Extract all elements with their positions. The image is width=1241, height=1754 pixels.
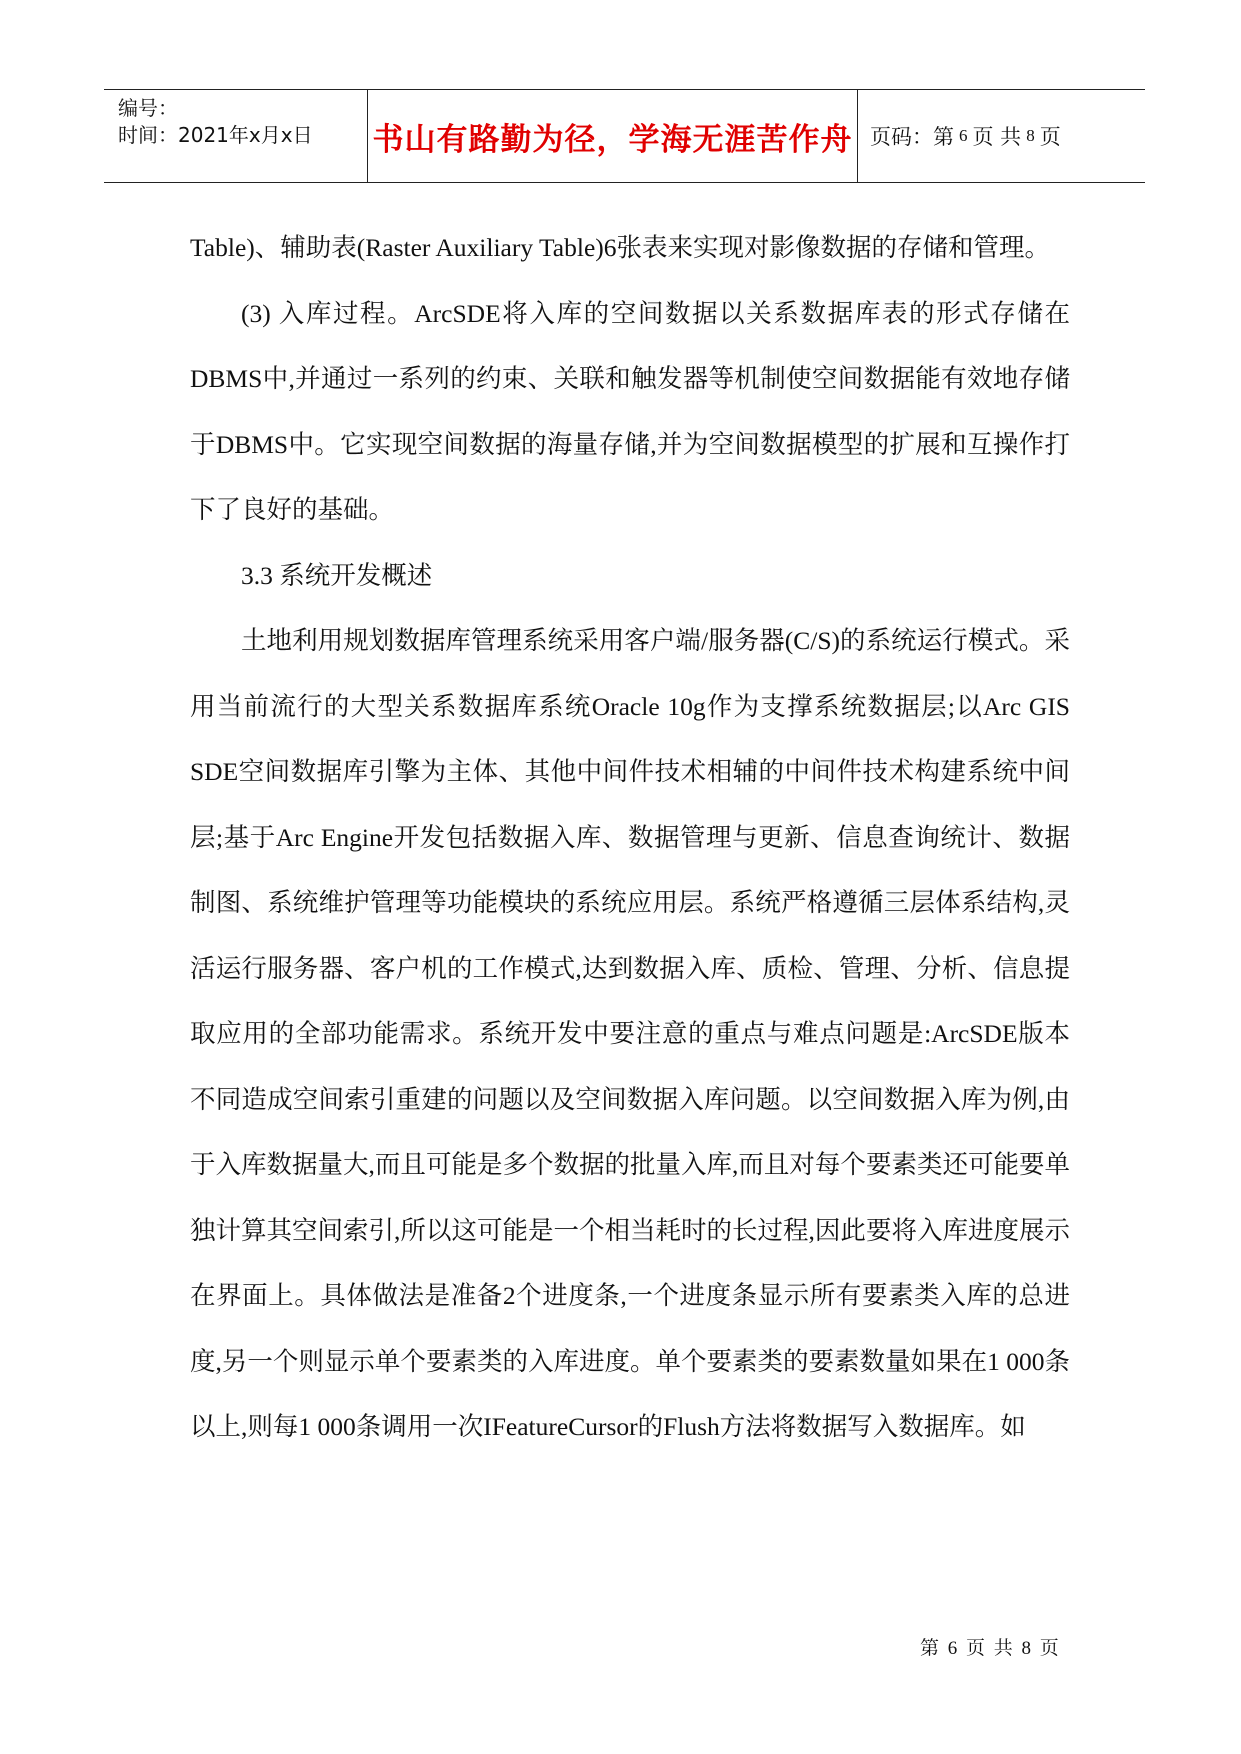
header-page-cell bbox=[858, 90, 1145, 182]
header-motto: 书山有路勤为径，学海无涯苦作舟 bbox=[372, 121, 853, 158]
page-total-number: 8 bbox=[1026, 126, 1035, 145]
page-current-number: 6 bbox=[959, 126, 968, 145]
page-mid-text: 页 共 bbox=[972, 125, 1022, 149]
document-time-label: 时间：2021年x月x日 bbox=[118, 123, 313, 147]
paragraph-system-overview: 土地利用规划数据库管理系统采用客户端/服务器(C/S)的系统运行模式。采用当前流行的大型关系数据库系统Oracle 10g作为支撑系统数据层;以Arc GIS SDE空间数据库引擎为主体、其他中间件技术相辅的中间件技术构建系统中间层;基于Arc Engine开发包括数据入库、数据管理与更新、信息查询统计、数据制图、系统维护管理等功能模块的系统应用层。系统严格遵循三层体系结构,灵活运行服务器、客户机的工作模式,达到数据入库、质检、管理、分析、信息提取应用的全部功能需求。系统开发中要注意的重点与难点问题是:ArcSDE版本不同造成空间索引重建的问题以及空间数据入库问题。以空间数据入库为例,由于入库数据量大,而且可能是多个数据的批量入库,而且对每个要素类还可能要单独计算其空间索引,所以这可能是一个相当耗时的长过程,因此要将入库进度展示在界面上。具体做法是准备2个进度条,一个进度条显示所有要素类入库的总进度,另一个则显示单个要素类的入库进度。单个要素类的要素数量如果在1 000条以上,则每1 000条调用一次IFeatureCursor的Flush方法将数据写入数据库。如 bbox=[190, 626, 1070, 1441]
paragraph-continued: Table)、辅助表(Raster Auxiliary Table)6张表来实现对影像数据的存储和管理。 bbox=[190, 233, 1051, 262]
page-suffix: 页 bbox=[1039, 125, 1061, 149]
section-heading: 3.3 系统开发概述 bbox=[241, 560, 433, 590]
header-motto-cell bbox=[368, 90, 858, 182]
page-prefix: 页码：第 bbox=[870, 125, 954, 149]
document-body bbox=[190, 215, 1070, 1460]
document-number-label: 编号： bbox=[118, 96, 178, 120]
page-footer: 第 6 页 共 8 页 bbox=[920, 1638, 1061, 1659]
header-meta-cell bbox=[104, 90, 368, 182]
paragraph-ingest-process: (3) 入库过程。ArcSDE将入库的空间数据以关系数据库表的形式存储在DBMS中,并通过一系列的约束、关联和触发器等机制使空间数据能有效地存储于DBMS中。它实现空间数据的海量存储,并为空间数据模型的扩展和互操作打下了良好的基础。 bbox=[190, 298, 1070, 524]
page-header bbox=[104, 89, 1145, 183]
